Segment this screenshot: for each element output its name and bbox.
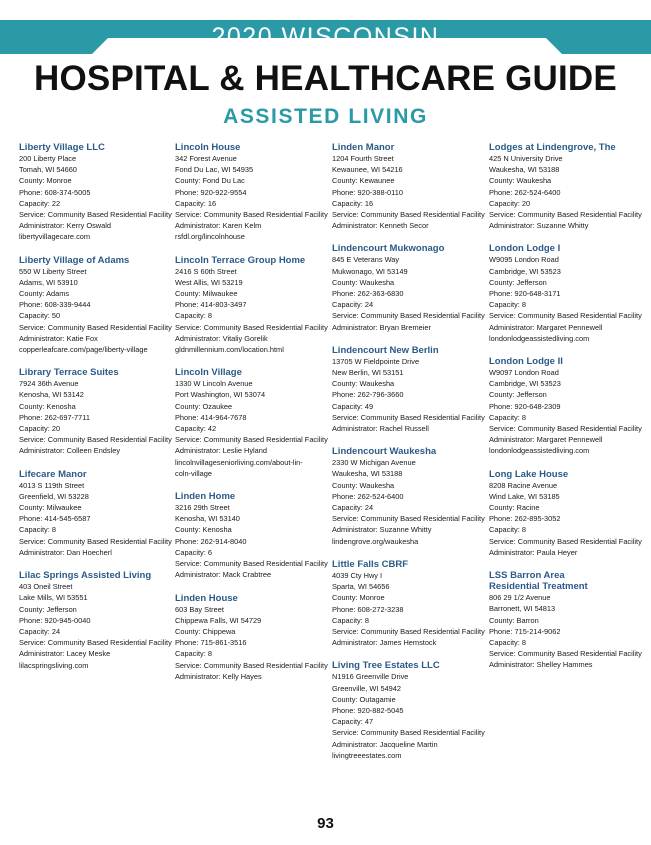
- facility-detail: Service: Community Based Residential Facility: [19, 638, 172, 648]
- facility-detail: Kewaunee, WI 54216: [332, 165, 403, 175]
- facility-name: London Lodge I: [489, 243, 561, 255]
- facility-detail: Service: Community Based Residential Facility: [332, 626, 485, 636]
- facility-detail: County: Kewaunee: [332, 176, 395, 186]
- facility-detail: Administrator: Colleen Endsley: [19, 446, 121, 456]
- facility-detail: Administrator: Katie Fox: [19, 333, 98, 343]
- facility-detail: County: Waukesha: [332, 480, 395, 490]
- facility-detail: County: Jefferson: [489, 390, 547, 400]
- facility-detail: lilacspringsliving.com: [19, 660, 89, 670]
- facility-detail: Capacity: 8: [489, 300, 526, 310]
- facility-detail: Phone: 920-945-0040: [19, 615, 91, 625]
- facility-detail: Service: Community Based Residential Facility: [19, 435, 172, 445]
- facility-detail: lindengrove.org/waukesha: [332, 536, 419, 546]
- facility-detail: Cambridge, WI 53523: [489, 379, 561, 389]
- facility-name: Little Falls CBRF: [332, 558, 409, 570]
- facility-detail: 8208 Racine Avenue: [489, 480, 558, 490]
- listing-entry: [175, 491, 328, 580]
- facility-detail: Phone: 262-796-3660: [332, 390, 404, 400]
- facility-detail: 1204 Fourth Street: [332, 154, 394, 163]
- facility-detail: Administrator: Mack Crabtree: [175, 570, 272, 580]
- facility-detail: County: Jefferson: [489, 277, 547, 287]
- facility-detail: Administrator: Suzanne Whitty: [332, 525, 432, 535]
- facility-detail: 425 N University Drive: [489, 154, 563, 163]
- facility-detail: Wind Lake, WI 53185: [489, 491, 560, 501]
- facility-detail: Service: Community Based Residential Facility: [489, 210, 642, 220]
- facility-detail: County: Waukesha: [332, 277, 395, 287]
- page-number: 93: [317, 815, 334, 832]
- facility-detail: Phone: 262-914-8040: [175, 536, 247, 546]
- facility-name: Linden Manor: [332, 142, 395, 153]
- facility-detail: Administrator: Margaret Pennewell: [489, 322, 603, 332]
- listing-entry: [175, 367, 328, 479]
- facility-detail: Administrator: Rachel Russell: [332, 424, 429, 434]
- facility-detail: Phone: 262-363-6830: [332, 289, 404, 299]
- facility-detail: Cambridge, WI 53523: [489, 266, 561, 276]
- facility-detail: 603 Bay Street: [175, 604, 224, 614]
- facility-detail: County: Ozaukee: [175, 401, 233, 411]
- facility-detail: Phone: 262-524-6400: [489, 187, 561, 197]
- facility-name: Lindencourt Waukesha: [332, 446, 437, 458]
- facility-detail: Capacity: 24: [332, 503, 374, 513]
- facility-name: Library Terrace Suites: [19, 367, 119, 379]
- facility-detail: Capacity: 16: [175, 198, 217, 208]
- facility-detail: copperleafcare.com/page/liberty-village: [19, 345, 148, 355]
- facility-detail: Service: Community Based Residential Facility: [175, 435, 328, 445]
- column-3: [332, 142, 485, 773]
- facility-detail: Phone: 920-922-9554: [175, 187, 247, 197]
- facility-detail: Capacity: 42: [175, 424, 217, 434]
- listing-columns: [19, 142, 642, 812]
- facility-detail: Capacity: 22: [19, 198, 61, 208]
- facility-detail: Service: Community Based Residential Facility: [489, 649, 642, 659]
- facility-detail: Capacity: 8: [489, 637, 526, 647]
- listing-entry: [332, 660, 485, 761]
- listing-entry: [19, 254, 172, 356]
- facility-detail: Capacity: 50: [19, 311, 61, 321]
- facility-detail: County: Waukesha: [332, 379, 395, 389]
- facility-name: Liberty Village LLC: [19, 142, 105, 153]
- facility-detail: Phone: 920-388-0110: [332, 187, 403, 197]
- column-1: [19, 142, 172, 683]
- facility-detail: Administrator: Paula Heyer: [489, 547, 578, 557]
- listing-entry: [175, 254, 328, 356]
- facility-detail: Phone: 715-861-3516: [175, 638, 247, 648]
- facility-detail: Administrator: Dan Hoecherl: [19, 547, 112, 557]
- facility-detail: Capacity: 8: [175, 649, 212, 659]
- facility-detail: gldnmillennium.com/location.html: [175, 345, 284, 355]
- facility-detail: 845 E Veterans Way: [332, 255, 400, 265]
- facility-detail: Barronett, WI 54813: [489, 604, 556, 614]
- facility-detail: Service: Community Based Residential Facility: [332, 412, 485, 422]
- facility-detail: Capacity: 8: [175, 311, 212, 321]
- facility-detail: Administrator: Kenneth Secor: [332, 221, 429, 231]
- facility-name: Linden House: [175, 592, 238, 604]
- facility-detail: Administrator: Kerry Oswald: [19, 221, 111, 231]
- facility-detail: Capacity: 8: [489, 525, 526, 535]
- facility-detail: 2416 S 60th Street: [175, 266, 237, 276]
- listing-entry: [489, 468, 642, 558]
- facility-detail: W9097 London Road: [489, 368, 559, 378]
- facility-name: London Lodge II: [489, 356, 563, 368]
- facility-detail: Administrator: Suzanne Whitty: [489, 221, 589, 231]
- facility-detail: 403 Oneil Street: [19, 582, 73, 592]
- page-title: HOSPITAL & HEALTHCARE GUIDE: [34, 59, 617, 98]
- facility-detail: Service: Community Based Residential Facility: [175, 322, 328, 332]
- listing-entry: [175, 592, 328, 682]
- facility-detail: Service: Community Based Residential Facility: [489, 424, 642, 434]
- facility-detail: Administrator: Jacqueline Martin: [332, 739, 438, 749]
- facility-detail: County: Milwaukee: [175, 289, 238, 299]
- facility-detail: Capacity: 8: [489, 412, 526, 422]
- facility-detail: Phone: 608-339-9444: [19, 300, 91, 310]
- facility-detail: Sparta, WI 54656: [332, 582, 390, 592]
- facility-detail: Mukwonago, WI 53149: [332, 266, 408, 276]
- facility-detail: County: Racine: [489, 503, 540, 513]
- facility-detail: Kenosha, WI 53142: [19, 390, 84, 400]
- facility-name: Lincoln Terrace Group Home: [175, 254, 306, 266]
- facility-detail: Fond Du Lac, WI 54935: [175, 165, 254, 175]
- facility-detail: County: Kenosha: [19, 401, 76, 411]
- facility-name: Lodges at Lindengrove, The: [489, 142, 616, 153]
- listing-entry: [19, 142, 172, 243]
- facility-detail: County: Waukesha: [489, 176, 552, 186]
- facility-detail: Phone: 262-895-3052: [489, 514, 561, 524]
- facility-detail: lincolnvillageseniorliving.com/about-lin-: [175, 457, 303, 467]
- facility-detail: Service: Community Based Residential Facility: [489, 311, 642, 321]
- facility-detail: Waukesha, WI 53188: [332, 469, 403, 479]
- facility-detail: County: Barron: [489, 615, 539, 625]
- facility-detail: Phone: 608-374-5005: [19, 187, 91, 197]
- facility-detail: County: Chippewa: [175, 626, 236, 636]
- facility-detail: Adams, WI 53910: [19, 277, 78, 287]
- listing-entry: [175, 142, 328, 243]
- page-subtitle: ASSISTED LIVING: [223, 105, 428, 128]
- facility-detail: County: Monroe: [332, 593, 385, 603]
- facility-detail: 1330 W Lincoln Avenue: [175, 379, 253, 389]
- facility-detail: livingtreeestates.com: [332, 750, 402, 760]
- facility-detail: Administrator: Margaret Pennewell: [489, 435, 603, 445]
- listing-entry: [332, 558, 485, 648]
- facility-detail: 2330 W Michigan Avenue: [332, 458, 416, 468]
- facility-detail: coln-village: [175, 468, 212, 478]
- facility-detail: Capacity: 49: [332, 401, 374, 411]
- facility-detail: County: Fond Du Lac: [175, 176, 245, 186]
- listing-entry: [19, 468, 172, 558]
- facility-detail: Chippewa Falls, WI 54729: [175, 615, 262, 625]
- facility-detail: 806 29 1/2 Avenue: [489, 593, 551, 603]
- facility-detail: Capacity: 20: [19, 424, 61, 434]
- listing-entry: [489, 243, 642, 344]
- facility-name: LSS Barron Area Residential Treatment: [489, 570, 588, 593]
- facility-detail: Phone: 414-803-3497: [175, 300, 247, 310]
- facility-detail: Service: Community Based Residential Facility: [19, 210, 172, 220]
- listing-entry: [489, 142, 642, 231]
- facility-detail: New Berlin, WI 53151: [332, 368, 404, 378]
- facility-detail: County: Monroe: [19, 176, 72, 186]
- listing-entry: [332, 344, 485, 434]
- facility-detail: Lake Mills, WI 53551: [19, 593, 88, 603]
- facility-detail: Service: Community Based Residential Facility: [332, 311, 485, 321]
- facility-name: Lincoln Village: [175, 367, 242, 379]
- facility-detail: Service: Community Based Residential Facility: [489, 536, 642, 546]
- facility-detail: Service: Community Based Residential Facility: [19, 322, 172, 332]
- facility-detail: Capacity: 20: [489, 198, 531, 208]
- facility-detail: Service: Community Based Residential Facility: [332, 210, 485, 220]
- listing-entry: [332, 446, 485, 547]
- facility-detail: 4039 Cty Hwy I: [332, 570, 383, 580]
- facility-detail: Service: Community Based Residential Facility: [332, 514, 485, 524]
- facility-detail: 342 Forest Avenue: [175, 154, 237, 163]
- facility-detail: Administrator: James Hemstock: [332, 638, 437, 648]
- facility-detail: County: Kenosha: [175, 525, 232, 535]
- facility-detail: N1916 Greenville Drive: [332, 672, 409, 682]
- facility-detail: Service: Community Based Residential Facility: [175, 660, 328, 670]
- facility-detail: Service: Community Based Residential Facility: [175, 559, 328, 569]
- facility-detail: Capacity: 8: [19, 525, 56, 535]
- listing-entry: [332, 142, 485, 231]
- header-banner: [0, 20, 651, 54]
- facility-detail: Administrator: Vitaliy Gorelik: [175, 333, 268, 343]
- facility-detail: Administrator: Shelley Hammes: [489, 660, 593, 670]
- facility-detail: 200 Liberty Place: [19, 154, 77, 163]
- facility-detail: 550 W Liberty Street: [19, 266, 87, 276]
- facility-detail: Phone: 715-214-9062: [489, 626, 561, 636]
- column-2: [175, 142, 328, 694]
- facility-detail: Administrator: Bryan Bremeier: [332, 322, 431, 332]
- facility-detail: Phone: 920-648-3171: [489, 289, 561, 299]
- facility-detail: Port Washington, WI 53074: [175, 390, 266, 400]
- facility-detail: Administrator: Kelly Hayes: [175, 671, 262, 681]
- column-4: [489, 142, 642, 683]
- facility-detail: Phone: 414-964-7678: [175, 412, 247, 422]
- facility-detail: Service: Community Based Residential Facility: [175, 210, 328, 220]
- facility-detail: londonlodgeassistedliving.com: [489, 446, 590, 456]
- facility-detail: Waukesha, WI 53188: [489, 165, 560, 175]
- facility-name: Lilac Springs Assisted Living: [19, 570, 152, 582]
- facility-detail: Greenville, WI 54942: [332, 683, 402, 693]
- facility-detail: W9095 London Road: [489, 255, 559, 265]
- facility-detail: County: Adams: [19, 289, 70, 299]
- facility-detail: Capacity: 47: [332, 717, 374, 727]
- facility-detail: 13705 W Fieldpointe Drive: [332, 356, 420, 366]
- facility-detail: rsfdl.org/lincolnhouse: [175, 232, 245, 242]
- facility-detail: Capacity: 16: [332, 198, 374, 208]
- facility-name: Long Lake House: [489, 468, 569, 480]
- facility-detail: County: Jefferson: [19, 604, 77, 614]
- facility-detail: County: Outagamie: [332, 694, 396, 704]
- facility-detail: Administrator: Karen Kelm: [175, 221, 262, 231]
- listing-entry: [19, 570, 172, 671]
- listing-entry: [332, 243, 485, 332]
- facility-name: Living Tree Estates LLC: [332, 660, 440, 672]
- facility-detail: Greenfield, WI 53228: [19, 491, 89, 501]
- facility-detail: County: Milwaukee: [19, 503, 82, 513]
- facility-name: Linden Home: [175, 491, 236, 503]
- facility-name: Lincoln House: [175, 142, 241, 153]
- facility-detail: Phone: 262-524-6400: [332, 491, 404, 501]
- facility-detail: Kenosha, WI 53140: [175, 514, 240, 524]
- facility-detail: Service: Community Based Residential Facility: [332, 728, 485, 738]
- listing-entry: [19, 367, 172, 456]
- facility-detail: Capacity: 6: [175, 547, 212, 557]
- facility-detail: 7924 36th Avenue: [19, 379, 79, 389]
- facility-detail: Service: Community Based Residential Facility: [19, 536, 172, 546]
- facility-detail: 3216 29th Street: [175, 503, 230, 513]
- facility-detail: Capacity: 8: [332, 615, 369, 625]
- facility-detail: Phone: 608-272-3238: [332, 604, 404, 614]
- banner-title: 2020 WISCONSIN: [211, 23, 440, 51]
- facility-detail: Phone: 920-648-2309: [489, 401, 561, 411]
- facility-detail: Phone: 262-697-7711: [19, 412, 90, 422]
- facility-detail: Capacity: 24: [332, 300, 374, 310]
- facility-name: Lindencourt New Berlin: [332, 344, 439, 356]
- facility-detail: londonlodgeassistedliving.com: [489, 333, 590, 343]
- listing-entry: [489, 570, 642, 670]
- facility-name: Lindencourt Mukwonago: [332, 243, 445, 255]
- facility-detail: Phone: 414-545-6587: [19, 514, 91, 524]
- facility-detail: Administrator: Leslie Hyland: [175, 446, 268, 456]
- listing-entry: [489, 356, 642, 457]
- facility-name: Lifecare Manor: [19, 468, 87, 480]
- facility-detail: Tomah, WI 54660: [19, 165, 77, 175]
- facility-detail: libertyvillagecare.com: [19, 232, 91, 242]
- facility-detail: Phone: 920-882-5045: [332, 705, 404, 715]
- facility-detail: 4013 S 119th Street: [19, 480, 85, 490]
- facility-name: Liberty Village of Adams: [19, 254, 130, 266]
- facility-detail: Capacity: 24: [19, 626, 61, 636]
- facility-detail: Administrator: Lacey Meske: [19, 649, 111, 659]
- facility-detail: West Allis, WI 53219: [175, 277, 243, 287]
